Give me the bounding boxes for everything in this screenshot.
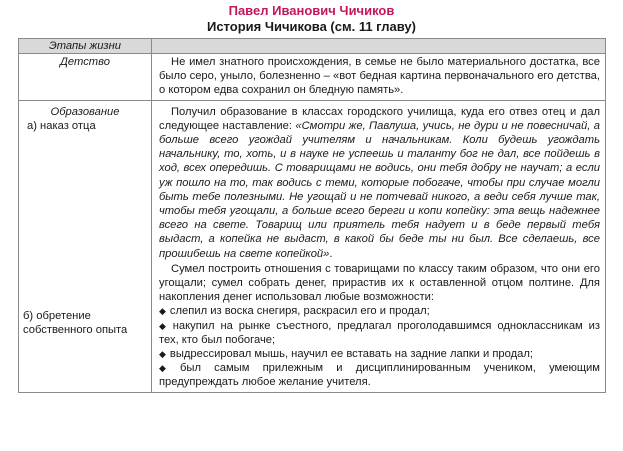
header-stages: Этапы жизни bbox=[19, 39, 152, 54]
list-item bbox=[159, 347, 600, 361]
education-a-end: . bbox=[329, 247, 333, 260]
education-b-text: Сумел построить отношения с товарищами по классу таким образом, что они его угощали; сумел собрать денег, прирастив их к оставленной отцом полтине. Для накопления денег использовал любые возможности: bbox=[159, 262, 600, 304]
table-header-row bbox=[19, 39, 606, 54]
list-item-text: выдрессировал мышь, научил ее вставать на задние лапки и продал; bbox=[169, 348, 534, 361]
bullet-list bbox=[159, 304, 600, 389]
stage-education: Образование bbox=[50, 105, 120, 118]
stage-cell bbox=[19, 54, 152, 101]
childhood-text: Не имел знатного происхождения, в семье не было материального достатка, все было серо, уныло, болезненно – «вот бедная картина первоначального его детства, о котором едва сохранил он бледную память». bbox=[159, 56, 600, 97]
description-cell bbox=[152, 54, 606, 101]
list-item bbox=[159, 319, 600, 347]
stage-sub-a: а) наказ отца bbox=[27, 119, 96, 132]
table-row bbox=[19, 100, 606, 392]
list-item-text: накупил на рынке съестного, предлагал проголодавшимся одноклассникам из тех, кто был побогаче; bbox=[159, 319, 600, 346]
diamond-bullet-icon: ◆ bbox=[159, 320, 169, 331]
education-a-text bbox=[159, 105, 600, 261]
description-cell bbox=[152, 100, 606, 392]
page-title: Павел Иванович Чичиков bbox=[228, 3, 395, 18]
header-empty bbox=[152, 39, 606, 54]
education-a-plain: Получил образование в классах городского училища, куда его отвез отец и дал следующее наставление: bbox=[159, 105, 600, 132]
page-subtitle: История Чичикова (см. 11 главу) bbox=[206, 19, 416, 34]
diamond-bullet-icon: ◆ bbox=[159, 306, 166, 317]
stage-cell bbox=[19, 100, 152, 392]
list-item-text: слепил из воска снегиря, раскрасил его и продал; bbox=[169, 305, 430, 318]
diamond-bullet-icon: ◆ bbox=[159, 349, 166, 360]
life-stages-table bbox=[18, 38, 606, 393]
list-item-text: был самым прилежным и дисциплинированным учеником, умеющим предупреждать любое желание учителя. bbox=[159, 362, 600, 389]
table-row bbox=[19, 54, 606, 101]
stage-sub-b: б) обретение собственного опыта bbox=[23, 310, 128, 337]
list-item bbox=[159, 304, 600, 318]
diamond-bullet-icon: ◆ bbox=[159, 363, 176, 374]
stage-childhood: Детство bbox=[60, 56, 110, 68]
father-quote: «Смотри же, Павлуша, учись, не дури и не повесничай, а больше всего угождай учителям и начальникам. Коли будешь угождать начальнику, то, хоть, и в науке не успеешь и таланту бог не дал, все пойдешь в ход, всех опередишь. С товарищами не водись, они тебя добру не научат; а если уж пошло на то, так водись с теми, которые побогаче, чтобы при случае могли быть тебе полезными. Не угощай и не потчевай никого, а веди себя лучше так, чтобы тебя угощали, а больше всего береги и копи копейку: эта вещь надежнее всего на свете. Товарищ или приятель тебя надует и в беде первый тебя выдаст, а копейка не выдаст, в какой бы беде ты ни был. Все сделаешь, все прошибешь на свете копейкой» bbox=[159, 119, 600, 260]
list-item bbox=[159, 361, 600, 389]
